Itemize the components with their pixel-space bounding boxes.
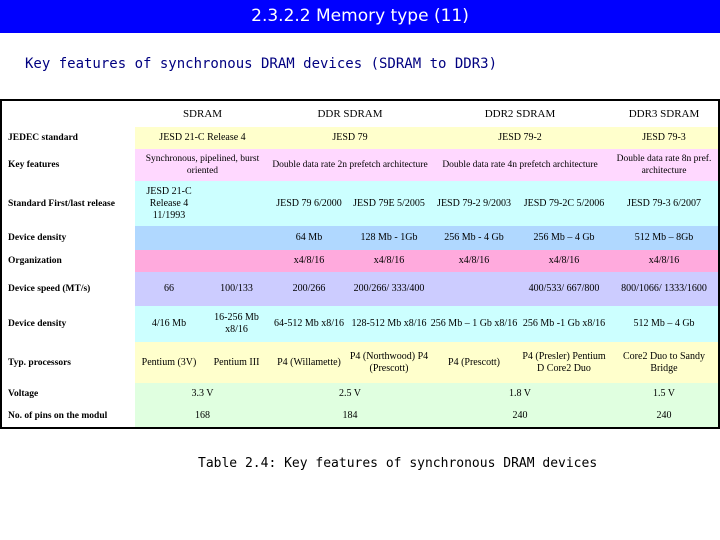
- row-label-device-density: Device density: [2, 226, 135, 250]
- release-ddr2-last: JESD 79-2C 5/2006: [518, 181, 610, 226]
- speed-sdram-b: 100/133: [203, 272, 270, 306]
- processors-ddr2-first: P4 (Prescott): [430, 342, 518, 383]
- organization-ddr2-last: x4/8/16: [518, 250, 610, 272]
- density-ddr2-first: 256 Mb - 4 Gb: [430, 226, 518, 250]
- density2-ddr3: 512 Mb – 4 Gb: [610, 306, 718, 342]
- header-ddr3-sdram: DDR3 SDRAM: [610, 101, 718, 127]
- key-features-ddr2: Double data rate 4n prefetch architecture: [430, 149, 610, 181]
- pins-ddr2: 240: [430, 405, 610, 427]
- release-sdram: JESD 21-C Release 4 11/1993: [135, 181, 203, 226]
- release-ddr3: JESD 79-3 6/2007: [610, 181, 718, 226]
- density2-ddr2-first: 256 Mb – 1 Gb x8/16: [430, 306, 518, 342]
- jedec-ddr2: JESD 79-2: [430, 127, 610, 149]
- release-ddr-last: JESD 79E 5/2005: [348, 181, 430, 226]
- header-sdram: SDRAM: [135, 101, 270, 127]
- row-label-key-features: Key features: [2, 149, 135, 181]
- voltage-ddr: 2.5 V: [270, 383, 430, 405]
- row-label-standard-release: Standard First/last release: [2, 181, 135, 226]
- organization-ddr-first: x4/8/16: [270, 250, 348, 272]
- voltage-sdram: 3.3 V: [135, 383, 270, 405]
- speed-ddr-first: 200/266: [270, 272, 348, 306]
- density2-ddr-first: 64-512 Mb x8/16: [270, 306, 348, 342]
- release-ddr-first: JESD 79 6/2000: [270, 181, 348, 226]
- pins-sdram: 168: [135, 405, 270, 427]
- voltage-ddr3: 1.5 V: [610, 383, 718, 405]
- jedec-sdram: JESD 21-C Release 4: [135, 127, 270, 149]
- organization-ddr-last: x4/8/16: [348, 250, 430, 272]
- memory-features-table: [0, 99, 720, 429]
- density2-sdram-b: 16-256 Mb x8/16: [203, 306, 270, 342]
- density-ddr3: 512 Mb – 8Gb: [610, 226, 718, 250]
- row-label-organization: Organization: [2, 250, 135, 272]
- density-sdram-empty: [135, 226, 270, 250]
- row-label-jedec: JEDEC standard: [2, 127, 135, 149]
- row-label-typ-processors: Typ. processors: [2, 342, 135, 383]
- row-label-device-density-2: Device density: [2, 306, 135, 342]
- organization-ddr2-first: x4/8/16: [430, 250, 518, 272]
- header-ddr-sdram: DDR SDRAM: [270, 101, 430, 127]
- speed-ddr2: 400/533/ 667/800: [430, 272, 610, 306]
- speed-ddr3: 800/1066/ 1333/1600: [610, 272, 718, 306]
- header-ddr2-sdram: DDR2 SDRAM: [430, 101, 610, 127]
- key-features-ddr: Double data rate 2n prefetch architecture: [270, 149, 430, 181]
- header-corner-cell: [2, 101, 135, 127]
- processors-sdram-a: Pentium (3V): [135, 342, 203, 383]
- jedec-ddr: JESD 79: [270, 127, 430, 149]
- key-features-sdram: Synchronous, pipelined, burst oriented: [135, 149, 270, 181]
- processors-ddr-first: P4 (Willamette): [270, 342, 348, 383]
- speed-sdram-a: 66: [135, 272, 203, 306]
- row-label-voltage: Voltage: [2, 383, 135, 405]
- density2-sdram-a: 4/16 Mb: [135, 306, 203, 342]
- release-sdram-empty: [203, 181, 270, 226]
- jedec-ddr3: JESD 79-3: [610, 127, 718, 149]
- pins-ddr: 184: [270, 405, 430, 427]
- processors-sdram-b: Pentium III: [203, 342, 270, 383]
- density-ddr2-last: 256 Mb – 4 Gb: [518, 226, 610, 250]
- density2-ddr-last: 128-512 Mb x8/16: [348, 306, 430, 342]
- slide-title: 2.3.2.2 Memory type (11): [0, 0, 720, 33]
- processors-ddr-last: P4 (Northwood) P4 (Prescott): [348, 342, 430, 383]
- release-ddr2-first: JESD 79-2 9/2003: [430, 181, 518, 226]
- density2-ddr2-last: 256 Mb -1 Gb x8/16: [518, 306, 610, 342]
- table-caption: Table 2.4: Key features of synchronous DRAM devices: [198, 456, 598, 471]
- organization-ddr3: x4/8/16: [610, 250, 718, 272]
- pins-ddr3: 240: [610, 405, 718, 427]
- voltage-ddr2: 1.8 V: [430, 383, 610, 405]
- density-ddr-last: 128 Mb - 1Gb: [348, 226, 430, 250]
- processors-ddr3: Core2 Duo to Sandy Bridge: [610, 342, 718, 383]
- row-label-pins: No. of pins on the modul: [2, 405, 135, 427]
- slide-subtitle: Key features of synchronous DRAM devices (SDRAM to DDR3): [25, 56, 498, 72]
- speed-ddr-last: 200/266/ 333/400: [348, 272, 430, 306]
- organization-sdram-empty: [135, 250, 270, 272]
- key-features-ddr3: Double data rate 8n pref. architecture: [610, 149, 718, 181]
- processors-ddr2-last: P4 (Presler) Pentium D Core2 Duo: [518, 342, 610, 383]
- row-label-device-speed: Device speed (MT/s): [2, 272, 135, 306]
- density-ddr-first: 64 Mb: [270, 226, 348, 250]
